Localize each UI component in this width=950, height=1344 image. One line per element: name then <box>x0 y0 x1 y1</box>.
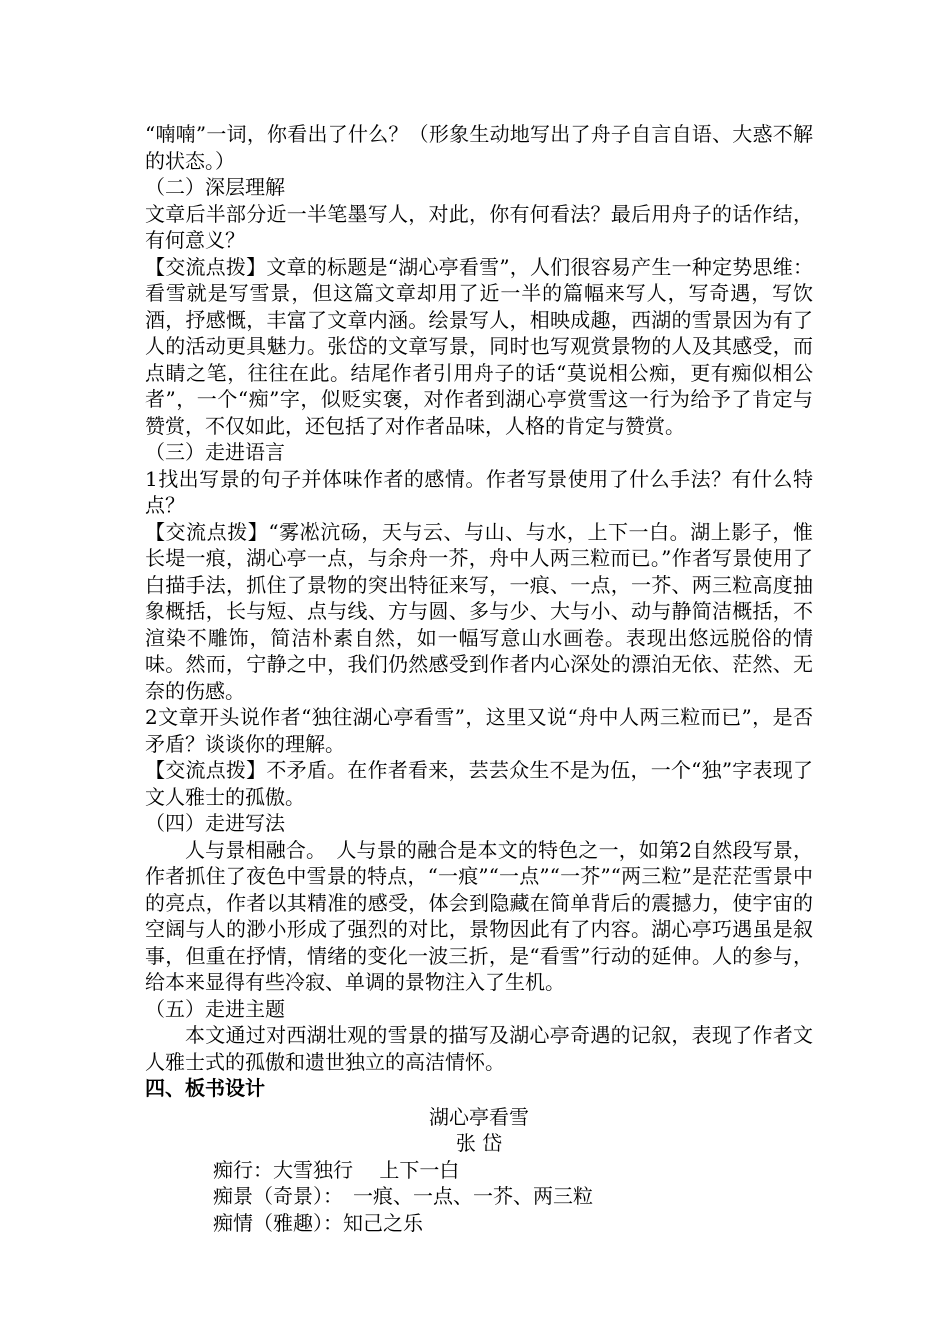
discussion-note-3: 【交流点拨】不矛盾。在作者看来，芸芸众生不是为伍，一个“独”字表现了文人雅士的孤傲。 <box>145 758 813 809</box>
paragraph-nannan: “喃喃”一词，你看出了什么？（形象生动地写出了舟子自言自语、大惑不解的状态。） <box>145 122 813 173</box>
subheading-theme: （五）走进主题 <box>145 996 285 1021</box>
board-author: 张 岱 <box>455 1131 503 1155</box>
question-second-half: 文章后半部分近一半笔墨写人，对此，你有何看法？最后用舟子的话作结，有何意义？ <box>145 201 813 252</box>
discussion-note-1: 【交流点拨】文章的标题是“湖心亭看雪”，人们很容易产生一种定势思维：看雪就是写雪景，但这篇文章却用了近一半的篇幅来写人，写奇遇，写饮酒，抒感慨，丰富了文章内涵。绘景写人，相映成趣，西湖的雪景因为有了人的活动更具魅力。张岱的文章写景，同时也写观赏景物的人及其感受，而点睛之笔，往往在此。结尾作者引用舟子的话“莫说相公痴，更有痴似相公者”，一个“痴”字，似贬实褒，对作者到湖心亭赏雪这一行为给予了肯定与赞赏，不仅如此，还包括了对作者品味，人格的肯定与赞赏。 <box>145 254 813 438</box>
subheading-deep-understanding: （二）深层理解 <box>145 175 285 199</box>
question-contradiction: 2文章开头说作者“独往湖心亭看雪”，这里又说“舟中人两三粒而已”，是否矛盾？谈谈你的理解。 <box>145 705 813 756</box>
board-row-chi-qing: 痴情（雅趣）：知己之乐 <box>213 1210 423 1235</box>
section-heading-board-design: 四、板书设计 <box>145 1076 265 1100</box>
board-row-chi-xing: 痴行：大雪独行 上下一白 <box>213 1157 460 1182</box>
board-row-chi-jing: 痴景（奇景）： 一痕、一点、一芥、两三粒 <box>213 1184 593 1208</box>
board-design <box>145 1104 813 1237</box>
paragraph-writing-method: 人与景相融合。 人与景的融合是本文的特色之一，如第2自然段写景，作者抓住了夜色中雪景的特点，“一痕”“一点”“一芥”“两三粒”是茫茫雪景中的亮点，作者以其精准的感受，体会到隐藏在简单背后的震撼力，使宇宙的空阔与人的渺小形成了强烈的对比，景物因此有了内容。湖心亭巧遇虽是叙事，但重在抒情，情绪的变化一波三折，是“看雪”行动的延伸。人的参与，给本来显得有些冷寂、单调的景物注入了生机。 <box>145 837 813 994</box>
document-body <box>145 121 813 1236</box>
subheading-writing-method: （四）走进写法 <box>145 811 285 835</box>
question-scenery: 1找出写景的句子并体味作者的感情。作者写景使用了什么手法？有什么特点？ <box>145 466 813 517</box>
subheading-language: （三）走进语言 <box>145 440 285 464</box>
discussion-note-2: 【交流点拨】“雾凇沆砀，天与云、与山、与水，上下一白。湖上影子，惟长堤一痕，湖心亭一点，与余舟一芥，舟中人两三粒而已。”作者写景使用了白描手法，抓住了景物的突出特征来写，一痕、一点，一芥、两三粒高度抽象概括，长与短、点与线、方与圆、多与少、大与小、动与静简洁概括，不渲染不雕饰，简洁朴素自然，如一幅写意山水画卷。表现出悠远脱俗的情味。然而，宁静之中，我们仍然感受到作者内心深处的漂泊无依、茫然、无奈的伤感。 <box>145 519 813 703</box>
paragraph-theme: 本文通过对西湖壮观的雪景的描写及湖心亭奇遇的记叙，表现了作者文人雅士式的孤傲和遗世独立的高洁情怀。 <box>145 1023 813 1074</box>
board-title: 湖心亭看雪 <box>429 1104 529 1129</box>
